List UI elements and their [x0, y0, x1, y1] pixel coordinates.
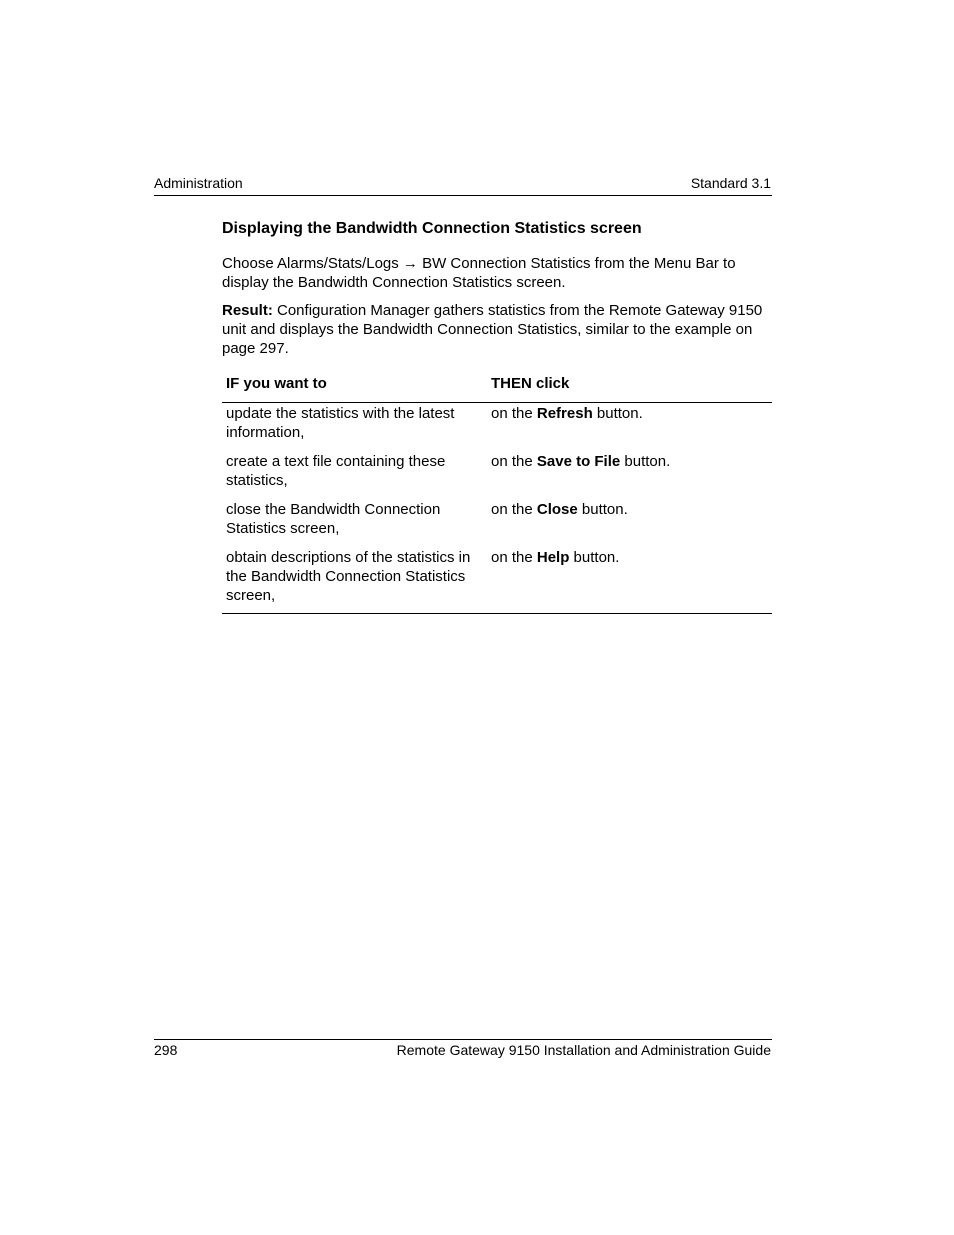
if-cell: close the Bandwidth Connection Statistics screen, [226, 501, 441, 537]
page-number: 298 [154, 1042, 178, 1058]
then-cell [487, 452, 772, 500]
then-prefix: on the [491, 549, 537, 566]
then-prefix: on the [491, 405, 537, 422]
then-suffix: button. [620, 453, 671, 470]
result-label: Result: [222, 302, 273, 319]
table-row [222, 452, 772, 500]
footer-title: Remote Gateway 9150 Installation and Administration Guide [396, 1042, 771, 1058]
then-cell [487, 548, 772, 614]
then-prefix: on the [491, 501, 537, 518]
intro-paragraph: Choose Alarms/Stats/Logs → BW Connection Statistics from the Menu Bar to display the Bandwidth Connection Statistics screen. [222, 255, 736, 291]
table-row [222, 500, 772, 548]
if-cell: update the statistics with the latest information, [226, 405, 455, 441]
if-then-table [222, 374, 772, 614]
page-content [222, 219, 772, 614]
if-cell: create a text file containing these statistics, [226, 453, 446, 489]
header-rule [154, 195, 772, 196]
table-row [222, 403, 772, 453]
button-name: Save to File [536, 453, 621, 470]
then-suffix: button. [577, 501, 628, 518]
then-suffix: button. [592, 405, 643, 422]
then-cell [487, 403, 772, 453]
column-header-if: IF you want to [222, 374, 487, 403]
table-row [222, 548, 772, 614]
table-header-row [222, 374, 772, 403]
running-header-standard: Standard 3.1 [690, 175, 771, 191]
result-text: Configuration Manager gathers statistics from the Remote Gateway 9150 unit and displays the Bandwidth Connection Statistics, similar to the example on page 297. [222, 302, 763, 357]
footer-rule [154, 1039, 772, 1040]
then-suffix: button. [569, 549, 620, 566]
section-title: Displaying the Bandwidth Connection Statistics screen [222, 220, 642, 237]
button-name: Refresh [536, 405, 593, 422]
running-header-section: Administration [154, 175, 243, 191]
column-header-then: THEN click [487, 374, 772, 403]
button-name: Close [536, 501, 578, 518]
result-paragraph [222, 301, 772, 358]
then-cell [487, 500, 772, 548]
button-name: Help [536, 549, 570, 566]
then-prefix: on the [491, 453, 537, 470]
if-cell: obtain descriptions of the statistics in the Bandwidth Connection Statistics screen, [222, 548, 487, 614]
